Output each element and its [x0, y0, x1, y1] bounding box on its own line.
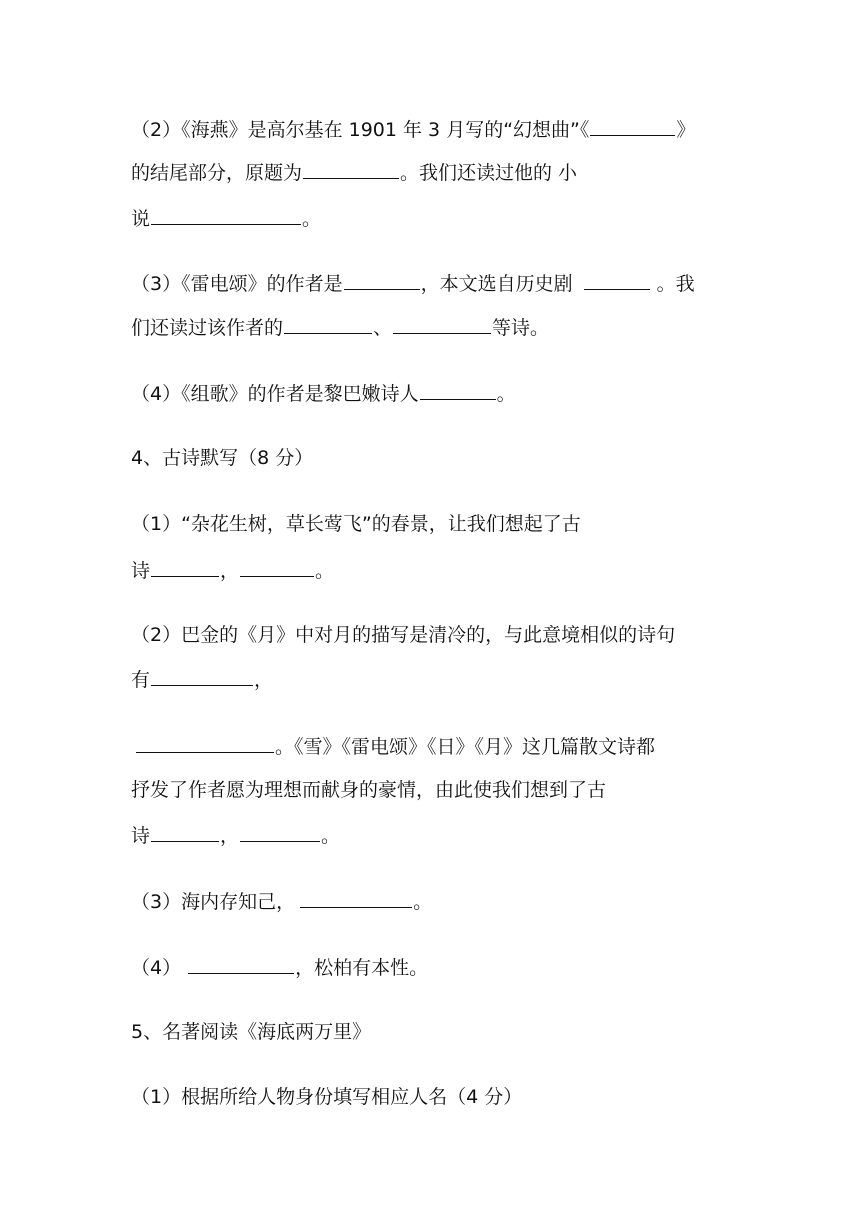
question-4-2-line-1 [131, 623, 820, 647]
answer-blank[interactable] [303, 160, 399, 179]
answer-blank[interactable] [420, 381, 496, 400]
question-text: 说 [131, 208, 151, 230]
answer-blank[interactable] [240, 558, 314, 577]
question-text: 。 [315, 560, 335, 582]
question-text: （1）根据所给人物身份填写相应人名（4 分） [131, 1086, 523, 1108]
question-text: 》 [676, 119, 696, 141]
question-3-3-line-2 [131, 315, 820, 340]
section-5-heading [131, 1020, 820, 1044]
question-text: 。 [413, 891, 433, 913]
question-5-1 [131, 1085, 820, 1109]
question-text: ，松柏有本性。 [295, 957, 429, 979]
question-4-1-line-2 [131, 558, 820, 583]
question-4-3 [131, 889, 820, 914]
question-text: 。 [496, 383, 516, 405]
question-text: 、 [373, 317, 393, 339]
question-3-2-line-2 [131, 160, 820, 185]
question-text: 诗 [131, 825, 151, 847]
answer-blank[interactable] [584, 271, 650, 290]
question-text: 抒发了作者愿为理想而献身的豪情，由此使我们想到了古 [131, 779, 607, 801]
question-text: ，本文选自历史剧 [420, 273, 573, 295]
answer-blank[interactable] [151, 206, 301, 225]
question-text: 诗 [131, 560, 151, 582]
question-text: （4）《组歌》的作者是黎巴嫩诗人 [131, 383, 419, 405]
section-title: 4、古诗默写（8 分） [131, 447, 314, 469]
question-text: 。 [321, 825, 341, 847]
question-text: （2）《海燕》是高尔基在 1901 年 3 月写的“幻想曲”《 [131, 119, 590, 141]
question-4-2-line-2 [131, 667, 820, 692]
answer-blank[interactable] [151, 558, 219, 577]
question-text: 。《雪》《雷电颂》《日》《月》这几篇散文诗都 [275, 736, 656, 758]
question-text: ， [220, 560, 240, 582]
question-text: （3）海内存知己， [131, 891, 296, 913]
answer-blank[interactable] [188, 955, 294, 974]
question-text: ， [220, 825, 240, 847]
answer-blank[interactable] [393, 315, 491, 334]
question-text: 们还读过该作者的 [131, 317, 284, 339]
question-4-2-line-4 [131, 778, 820, 802]
answer-blank[interactable] [151, 667, 253, 686]
answer-blank[interactable] [344, 271, 420, 290]
question-text: ， [254, 669, 274, 691]
answer-blank[interactable] [590, 117, 675, 136]
question-3-2-line-3 [131, 206, 820, 231]
answer-blank[interactable] [136, 734, 274, 753]
question-text: 。我们还读过他的 小 [400, 162, 578, 184]
question-text: 。我 [656, 273, 695, 295]
answer-blank[interactable] [300, 889, 412, 908]
question-text: 。 [302, 208, 322, 230]
question-text: （3）《雷电颂》的作者是 [131, 273, 343, 295]
section-4-heading [131, 446, 820, 470]
question-4-2-line-3 [131, 734, 820, 759]
answer-blank[interactable] [240, 823, 320, 842]
question-text: （4） [131, 957, 182, 979]
question-text: （2）巴金的《月》中对月的描写是清冷的，与此意境相似的诗句 [131, 624, 676, 646]
question-3-4 [131, 381, 820, 406]
question-text: 的结尾部分，原题为 [131, 162, 303, 184]
question-text: 有 [131, 669, 151, 691]
question-3-2-line-1 [131, 117, 820, 142]
question-4-2-line-5 [131, 823, 820, 848]
answer-blank[interactable] [284, 315, 372, 334]
question-text: 等诗。 [492, 317, 550, 339]
question-4-1-line-1 [131, 512, 820, 536]
section-title: 5、名著阅读《海底两万里》 [131, 1021, 372, 1043]
question-text: （1）“杂花生树，草长莺飞”的春景，让我们想起了古 [131, 513, 581, 535]
question-3-3-line-1 [131, 271, 820, 296]
question-4-4 [131, 955, 820, 980]
answer-blank[interactable] [151, 823, 219, 842]
